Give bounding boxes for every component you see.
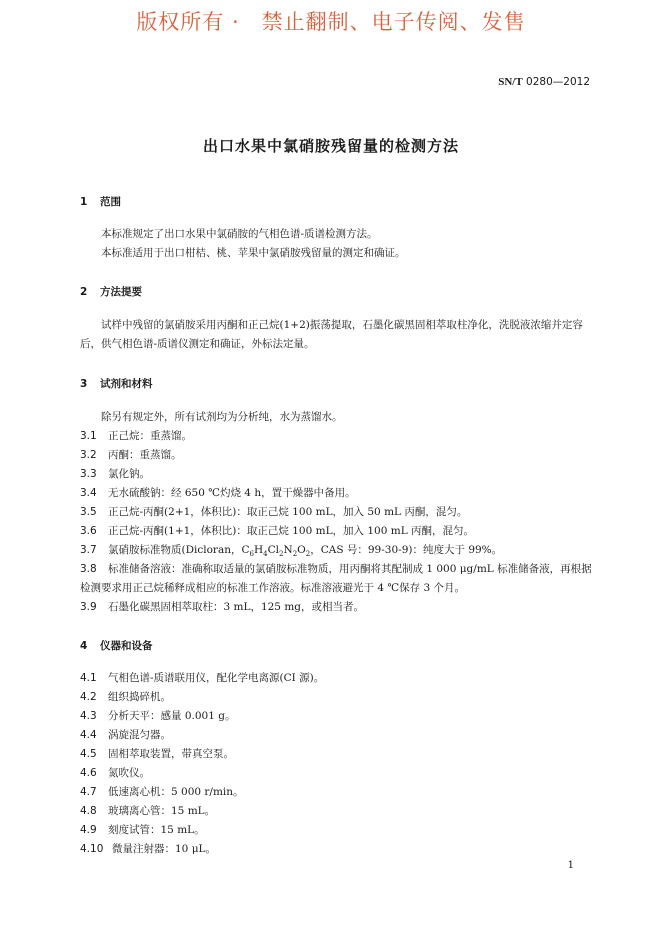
section-title: 范围 [100,196,121,208]
section-heading-method [80,284,142,299]
item-text [108,544,503,559]
item-number: 3.4 [80,487,97,499]
standard-code: 0280—2012 [522,76,590,88]
formula-subscript: 4 [263,550,268,559]
formula-subscript: 2 [279,550,284,559]
item-number: 3.3 [80,468,97,480]
formula-text: ，CAS 号：99-30-9)：纯度大于 99%。 [310,544,503,556]
reagent-item [80,427,592,446]
item-number: 3.8 [80,563,97,575]
watermark: 版权所有 · 禁止翻制、电子传阅、发售 [136,10,526,34]
standard-number [498,76,590,88]
formula-text: 氯硝胺标准物质(Dicloran，C [108,544,250,556]
formula-subscript: 2 [292,550,298,559]
instrument-item [80,840,592,859]
item-text: 组织捣碎机。 [108,691,171,703]
instrument-item [80,802,592,821]
item-number: 3.6 [80,525,97,537]
item-text: 石墨化碳黑固相萃取柱：3 mL，125 mg，或相当者。 [108,601,365,613]
instrument-item [80,764,592,783]
document-title: 出口水果中氯硝胺残留量的检测方法 [202,137,459,155]
item-number: 4.7 [80,786,97,798]
item-text: 正己烷-丙酮(2+1，体积比)：取正己烷 100 mL，加入 50 mL 丙酮，混匀。 [108,506,468,518]
reagent-item [80,522,592,541]
scope-paragraph-2: 本标准适用于出口柑桔、桃、苹果中氯硝胺残留量的测定和确证。 [101,247,406,259]
item-number: 3.9 [80,601,97,613]
formula-text: Cl [267,544,280,556]
item-number: 3.5 [80,506,97,518]
reagent-item [80,560,592,598]
reagent-item [80,446,592,465]
scope-paragraph-1: 本标准规定了出口水果中氯硝胺的气相色谱-质谱检测方法。 [101,228,378,240]
item-number: 3.7 [80,544,97,556]
reagent-item [80,598,592,617]
item-number: 3.2 [80,449,97,461]
section-number: 4 [80,640,88,652]
standard-prefix: SN/T [498,76,523,88]
section-number: 1 [80,196,88,208]
item-number: 3.1 [80,430,97,442]
item-text: 正己烷：重蒸馏。 [108,430,192,442]
instrument-item [80,669,592,688]
item-text: 正己烷-丙酮(1+1，体积比)：取正己烷 100 mL，加入 100 mL 丙酮，混匀。 [108,525,475,537]
item-number: 4.3 [80,710,97,722]
item-text: 涡旋混匀器。 [108,729,171,741]
item-number: 4.9 [80,824,97,836]
section-heading-instruments [80,638,153,653]
item-text: 标准储备溶液：准确称取适量的氯硝胺标准物质，用丙酮将其配制成 1 000 μg/mL 标准储备液，再根据检测要求用正己烷稀释成相应的标准工作溶液。标准溶液避光于 4 ℃保存 3 个月。 [80,563,592,594]
instrument-item [80,707,592,726]
formula-subscript: 6 [249,550,254,559]
item-text: 刻度试管：15 mL。 [108,824,205,836]
item-number: 4.6 [80,767,97,779]
item-text: 氯化钠。 [108,468,150,480]
item-number: 4.5 [80,748,97,760]
item-number: 4.1 [80,672,97,684]
formula-text: O [297,544,306,556]
reagent-item [80,484,592,503]
section-heading-scope [80,194,121,209]
method-paragraph: 试样中残留的氯硝胺采用丙酮和正己烷(1+2)振荡提取，石墨化碳黑固相萃取柱净化，洗脱液浓缩并定容后，供气相色谱-质谱仪测定和确证，外标法定量。 [80,319,583,350]
section-title: 方法提要 [100,286,142,298]
section-number: 3 [80,378,88,390]
formula-text: H [253,544,264,556]
instrument-item [80,745,592,764]
item-text: 无水硫酸钠：经 650 ℃灼烧 4 h，置干燥器中备用。 [108,487,356,499]
section-title: 试剂和材料 [100,378,153,390]
item-text: 分析天平：感量 0.001 g。 [108,710,236,722]
page-number: 1 [567,860,574,871]
section-number: 2 [80,286,88,298]
instrument-item [80,688,592,707]
item-text: 微量注射器：10 μL。 [112,843,216,855]
reagent-item [80,465,592,484]
item-number: 4.4 [80,729,97,741]
formula-text: N [283,544,293,556]
section-title: 仪器和设备 [100,640,153,652]
reagents-intro: 除另有规定外，所有试剂均为分析纯，水为蒸馏水。 [101,411,343,423]
item-text: 氮吹仪。 [108,767,150,779]
item-number: 4.2 [80,691,97,703]
item-number: 4.10 [80,843,104,855]
reagent-item [80,503,592,522]
item-text: 丙酮：重蒸馏。 [108,449,182,461]
item-number: 4.8 [80,805,97,817]
instrument-item [80,726,592,745]
item-text: 气相色谱-质谱联用仪，配化学电离源(CI 源)。 [108,672,325,684]
item-text: 玻璃离心管：15 mL。 [108,805,216,817]
instrument-item [80,783,592,802]
item-text: 低速离心机：5 000 r/min。 [108,786,244,798]
item-text: 固相萃取装置，带真空泵。 [108,748,234,760]
instrument-item [80,821,592,840]
formula-subscript: 2 [305,550,311,559]
section-heading-reagents [80,376,153,391]
